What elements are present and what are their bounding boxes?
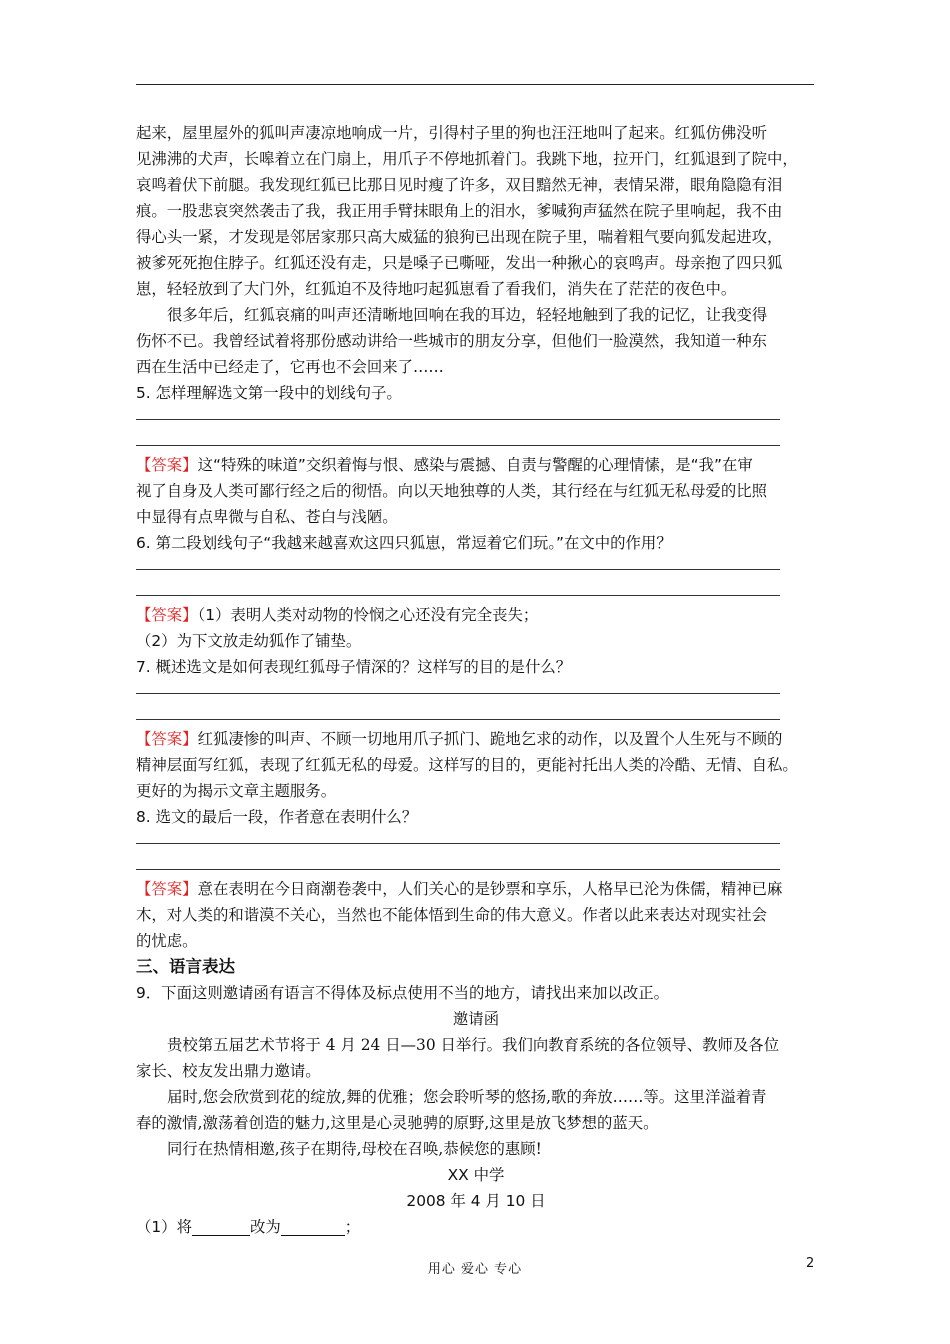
passage-line: 被爹死死抱住脖子。红狐还没有走，只是嗓子已嘶哑，发出一种揪心的哀鸣声。母亲抱了四只狐: [136, 254, 783, 272]
page-number: 2: [806, 1256, 815, 1271]
fill-in-line: [136, 1214, 816, 1240]
answer-blank-line: [136, 830, 816, 850]
invitation-line: 贵校第五届艺术节将于 4 月 24 日—30 日举行。我们向教育系统的各位领导、教师及各位: [167, 1036, 780, 1054]
passage-line: 很多年后，红狐哀痛的叫声还清晰地回响在我的耳边，轻轻地触到了我的记忆，让我变得: [167, 306, 768, 324]
answer-blank-line: [136, 850, 816, 876]
passage-line: 痕。一股悲哀突然袭击了我，我正用手臂抹眼角上的泪水，爹喊狗声猛然在院子里响起，我不由: [136, 202, 783, 220]
fill-middle: 改为: [249, 1218, 281, 1236]
answer-blank-line: [136, 426, 816, 452]
answer-text: （1）表明人类对动物的怜悯之心还没有完全丧失；: [197, 606, 539, 624]
answer-tag: 【答案】: [136, 880, 198, 898]
section-heading: 三、语言表达: [136, 957, 235, 976]
invitation-title: 邀请函: [452, 1010, 500, 1028]
answer-7-line: [136, 726, 816, 752]
passage-line: 崽，轻轻放到了大门外，红狐迫不及待地叼起狐崽看了看我们，消失在了茫茫的夜色中。: [136, 280, 737, 298]
passage-line: 得心头一紧，才发现是邻居家那只高大威猛的狼狗已出现在院子里，喘着粗气要向狐发起进攻，: [136, 228, 783, 246]
answer-6-line: [136, 602, 816, 628]
invitation-line: 春的激情,激荡着创造的魅力,这里是心灵驰骋的原野,这里是放飞梦想的蓝天。: [136, 1114, 659, 1132]
header-rule: [136, 84, 814, 85]
invitation-line: 同行在热情相邀,孩子在期待,母校在召唤,恭候您的惠顾!: [167, 1140, 542, 1158]
question-6: 6. 第二段划线句子“我越来越喜欢这四只狐崽，常逗着它们玩。”在文中的作用？: [136, 534, 672, 552]
passage-line: 见沸沸的犬声，长嗥着立在门扇上，用爪子不停地抓着门。我跳下地，拉开门，红狐退到了院中，: [136, 150, 798, 168]
answer-blank-line: [136, 406, 816, 426]
answer-text: 意在表明在今日商潮卷袭中，人们关心的是钞票和享乐，人格早已沦为侏儒，精神已麻: [197, 880, 783, 898]
answer-8-line: 木，对人类的和谐漠不关心，当然也不能体悟到生命的伟大意义。作者以此来表达对现实社会: [136, 906, 768, 924]
answer-blank-line: [136, 556, 816, 576]
question-7: 7. 概述选文是如何表现红狐母子情深的？这样写的目的是什么？: [136, 658, 572, 676]
answer-8-line: [136, 876, 816, 902]
page-footer: 用心 爱心 专心: [427, 1262, 523, 1277]
answer-blank-line: [136, 576, 816, 602]
answer-blank-line: [136, 680, 816, 700]
passage-line: 哀鸣着伏下前腿。我发现红狐已比那日见时瘦了许多，双目黯然无神，表情呆滞，眼角隐隐有泪: [136, 176, 783, 194]
invitation-line: 家长、校友发出鼎力邀请。: [136, 1062, 321, 1080]
invitation-line: 届时,您会欣赏到花的绽放,舞的优雅；您会聆听琴的悠扬,歌的奔放……等。这里洋溢着青: [167, 1088, 767, 1106]
fill-suffix: ；: [344, 1218, 361, 1236]
passage-line: 起来，屋里屋外的狐叫声凄凉地响成一片，引得村子里的狗也汪汪地叫了起来。红狐仿佛没听: [136, 124, 768, 142]
answer-text: 红狐凄惨的叫声、不顾一切地用爪子抓门、跪地乞求的动作，以及置个人生死与不顾的: [197, 730, 783, 748]
answer-7-line: 更好的为揭示文章主题服务。: [136, 782, 337, 800]
passage-line: 西在生活中已经走了，它再也不会回来了……: [136, 358, 444, 376]
answer-6-line: （2）为下文放走幼狐作了铺垫。: [136, 632, 362, 650]
answer-5-line: [136, 452, 816, 478]
fill-prefix: （1）将: [136, 1218, 192, 1236]
passage-line: 伤怀不已。我曾经试着将那份感动讲给一些城市的朋友分享，但他们一脸漠然，我知道一种东: [136, 332, 768, 350]
answer-tag: 【答案】: [136, 730, 198, 748]
answer-blank-line: [136, 700, 816, 726]
answer-5-line: 中显得有点卑微与自私、苍白与浅陋。: [136, 508, 398, 526]
fill-blank-corrected[interactable]: [281, 1217, 345, 1236]
question-9: 9．下面这则邀请函有语言不得体及标点使用不当的地方，请找出来加以改正。: [136, 984, 670, 1002]
question-5: 5. 怎样理解选文第一段中的划线句子。: [136, 384, 402, 402]
answer-8-line: 的忧虑。: [136, 932, 198, 950]
answer-text: 这“特殊的味道”交织着悔与恨、感染与震撼、自责与警醒的心理情愫，是“我”在审: [197, 456, 753, 474]
invitation-signer: XX 中学: [447, 1166, 505, 1184]
question-8: 8. 选文的最后一段，作者意在表明什么？: [136, 808, 418, 826]
answer-tag: 【答案】: [136, 606, 198, 624]
answer-7-line: 精神层面写红狐，表现了红狐无私的母爱。这样写的目的，更能衬托出人类的冷酷、无情、自私。: [136, 756, 798, 774]
fill-blank-original[interactable]: [192, 1217, 250, 1236]
answer-tag: 【答案】: [136, 456, 198, 474]
content-body: [136, 120, 816, 1240]
invitation-date: 2008 年 4 月 10 日: [406, 1192, 546, 1210]
answer-5-line: 视了自身及人类可鄙行经之后的彻悟。向以天地独尊的人类，其行经在与红狐无私母爱的比照: [136, 482, 768, 500]
